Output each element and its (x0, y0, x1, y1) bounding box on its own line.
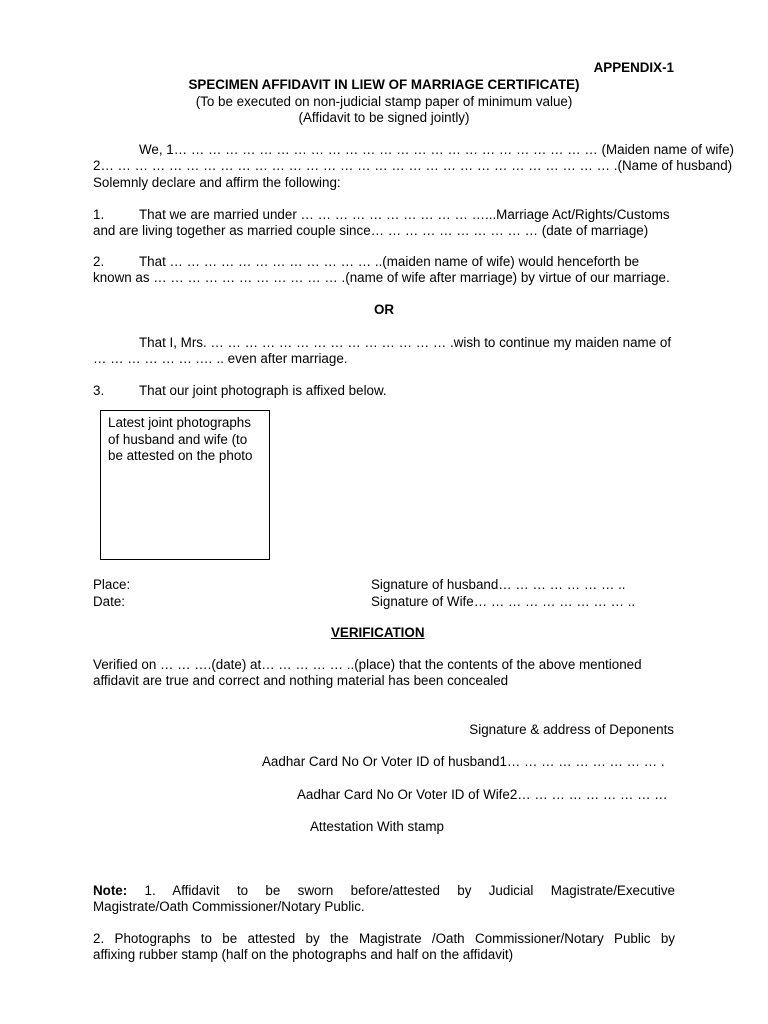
document-title: SPECIMEN AFFIDAVIT IN LIEW OF MARRIAGE CERTIFICATE) (188, 77, 580, 92)
item-1-number: 1. (93, 207, 105, 222)
verification-title: VERIFICATION (331, 625, 425, 640)
item-3-number: 3. (93, 383, 105, 398)
item-3-text: That our joint photograph is affixed below. (139, 383, 387, 398)
verification-line-1: Verified on … … ….(date) at… … … … … ..(place) that the contents of the above mentioned (93, 657, 642, 672)
note-1-line-1 (93, 883, 675, 899)
item-1-line-2: and are living together as married couple since… … … … … … … … … … (date of marriage) (93, 223, 649, 238)
appendix-label: APPENDIX-1 (593, 60, 674, 75)
alt-line-1: That I, Mrs. … … … … … … … … … … … … … … .wish to continue my maiden name of (139, 335, 672, 350)
note-1-line-2: Magistrate/Oath Commissioner/Notary Public. (93, 899, 365, 914)
place-label: Place: (93, 577, 131, 592)
deponents-signature: Signature & address of Deponents (469, 722, 674, 737)
photo-box (100, 410, 270, 560)
verification-line-2: affidavit are true and correct and nothing material has been concealed (93, 673, 509, 688)
document-subtitle-jointly: (Affidavit to be signed jointly) (298, 110, 470, 125)
item-1-line-1: That we are married under … … … … … … … … … … …...Marriage Act/Rights/Customs (139, 207, 670, 222)
husband-id-line: Aadhar Card No Or Voter ID of husband1… … … … … … … … … . (262, 754, 665, 769)
date-label: Date: (93, 594, 126, 609)
item-2-line-1: That … … … … … … … … … … … … ..(maiden name of wife) would henceforth be (139, 254, 640, 269)
alt-line-2: … … … … … … .… .. even after marriage. (93, 351, 348, 366)
attestation-label: Attestation With stamp (310, 819, 444, 834)
document-subtitle-stamp: (To be executed on non-judicial stamp paper of minimum value) (195, 94, 573, 109)
wife-signature-line: Signature of Wife… … … … … … … … … .. (371, 594, 636, 609)
wife-id-line: Aadhar Card No Or Voter ID of Wife2… … … … … … … … … (297, 787, 668, 802)
photo-box-text: Latest joint photographs of husband and wife (to be attested on the photo (108, 415, 253, 463)
note-label: Note: (93, 883, 128, 898)
or-label: OR (374, 302, 395, 317)
note-1-text: 1. Affidavit to be sworn before/attested by Judicial Magistrate/Executive (127, 883, 675, 898)
husband-signature-line: Signature of husband… … … … … … … .. (371, 577, 626, 592)
intro-husband-line: 2… … … … … … … … … … … … … … … … … … … … … … … … … … … … … … .(Name of husband) (93, 158, 733, 173)
note-2-line-1: 2. Photographs to be attested by the Magistrate /Oath Commissioner/Notary Public by (93, 931, 675, 946)
item-2-line-2: known as … … … … … … … … … … … .(name of wife after marriage) by virtue of our marriage. (93, 270, 670, 285)
note-2-line-2: affixing rubber stamp (half on the photographs and half on the affidavit) (93, 947, 514, 962)
item-2-number: 2. (93, 254, 105, 269)
intro-declare-line: Solemnly declare and affirm the following: (93, 175, 341, 190)
intro-wife-line: We, 1… … … … … … … … … … … … … … … … … … … … … … … … … (Maiden name of wife) (139, 142, 734, 157)
